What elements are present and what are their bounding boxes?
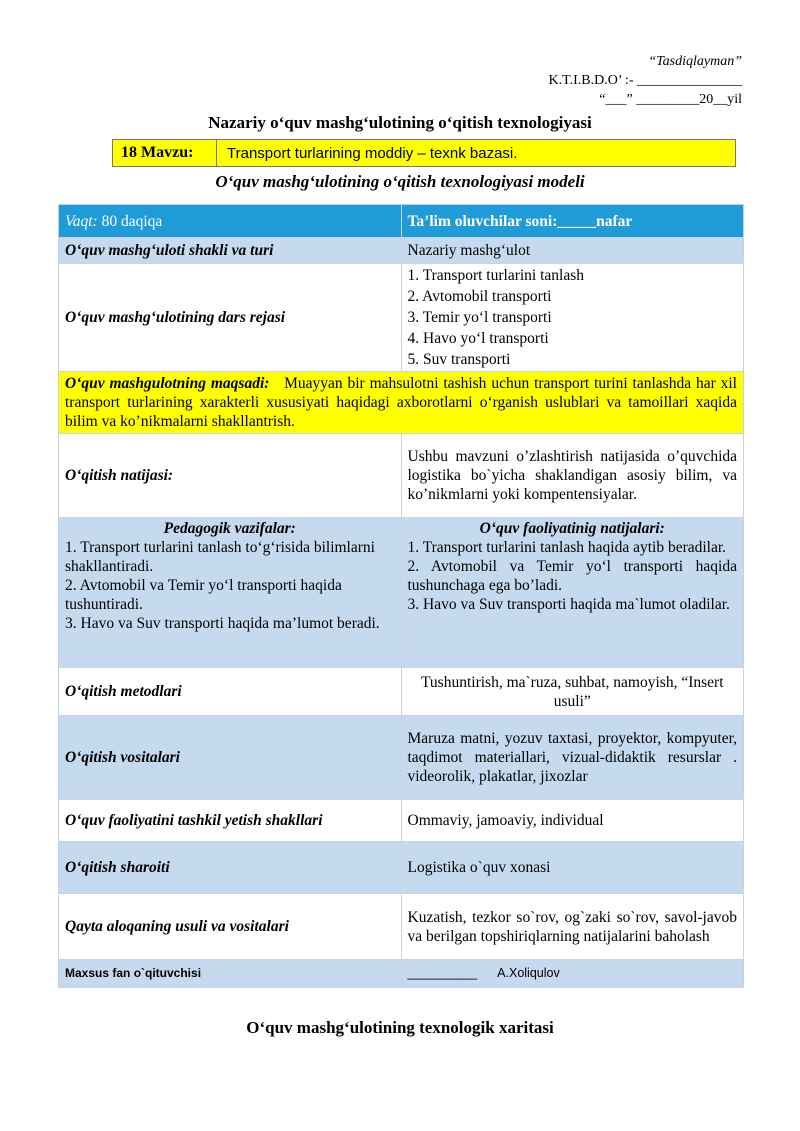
time-value: 80 daqiqa <box>97 212 163 230</box>
plan-item: 4. Havo yo‘l transporti <box>407 330 549 347</box>
table-row <box>59 238 744 264</box>
result-label: O‘qitish natijasi: <box>59 434 402 518</box>
activity-item: 1. Transport turlarini tanlash haqida aytib beradilar. <box>407 539 727 556</box>
goal-text: Muayyan bir mahsulotni tashish uchun transport turini tanlashda har xil transport turlarining xarakterli xususiyati haqidagi axborotlarni o‘rganish uslublari va tamoillari xaqida bilim va ko’nikmalarni shakllantrish. <box>65 375 737 430</box>
tools-value: Maruza matni, yozuv taxtasi, proyektor, kompyuter, taqdimot materiallari, vizual-didaktik resurslar . videorolik, plakatlar, jixozlar <box>401 716 744 800</box>
approval-title: “Tasdiqlayman” <box>648 54 742 69</box>
feedback-value: Kuzatish, tezkor so`rov, og`zaki so`rov, savol-javob va berilgan topshiriqlarning natijalarini baholash <box>401 894 744 960</box>
conditions-value: Logistika o`quv xonasi <box>401 842 744 894</box>
students-count: Ta’lim oluvchilar soni:_____nafar <box>401 205 744 238</box>
activity-cell <box>401 518 744 668</box>
activity-item: 2. Avtomobil va Temir yo‘l transporti haqida tushunchaga ega bo’ladi. <box>407 558 737 594</box>
table-header-row <box>59 205 744 238</box>
goal-label: O‘quv mashgulotning maqsadi: <box>65 375 270 392</box>
teacher-label: Maxsus fan o`qituvchisi <box>59 960 402 988</box>
table-row <box>59 668 744 716</box>
table-row <box>59 434 744 518</box>
methods-value: Tushuntirish, ma`ruza, suhbat, namoyish, “Insert usuli” <box>401 668 744 716</box>
plan-item: 1. Transport turlarini tanlash <box>407 267 585 284</box>
activity-title: O‘quv faoliyatinig natijalari: <box>479 520 665 537</box>
approval-date-line: “___” _________20__yil <box>599 92 742 107</box>
topic-box <box>112 139 736 167</box>
table-row <box>59 716 744 800</box>
plan-item: 3. Temir yo‘l transporti <box>407 309 552 326</box>
pedagogical-item: 1. Transport turlarini tanlash to‘g‘risida bilimlarni shakllantiradi. <box>65 539 375 575</box>
table-row <box>59 960 744 988</box>
plan-item: 2. Avtomobil transporti <box>407 288 552 305</box>
tech-map-title: O‘quv mashg‘ulotining texnologik xaritasi <box>246 1018 554 1037</box>
approval-org-line: K.T.I.B.D.O’ :- _______________ <box>548 73 742 88</box>
activity-item: 3. Havo va Suv transporti haqida ma`lumot oladilar. <box>407 596 730 613</box>
main-title: Nazariy o‘quv mashg‘ulotining o‘qitish texnologiyasi <box>208 113 592 132</box>
lesson-model-table <box>58 204 744 988</box>
pedagogical-item: 3. Havo va Suv transporti haqida ma’lumot beradi. <box>65 615 380 632</box>
forms-value: Ommaviy, jamoaviy, individual <box>401 800 744 842</box>
time-label: Vaqt: <box>65 212 98 230</box>
table-row <box>59 894 744 960</box>
model-subtitle: O‘quv mashg‘ulotining o‘qitish texnologiyasi modeli <box>215 172 585 191</box>
forms-label: O‘quv faoliyatini tashkil yetish shakllari <box>59 800 402 842</box>
pedagogical-item: 2. Avtomobil va Temir yo‘l transporti haqida tushuntiradi. <box>65 577 342 613</box>
pedagogical-cell <box>59 518 402 668</box>
feedback-label: Qayta aloqaning usuli va vositalari <box>59 894 402 960</box>
conditions-label: O‘qitish sharoiti <box>59 842 402 894</box>
methods-label: O‘qitish metodlari <box>59 668 402 716</box>
result-value: Ushbu mavzuni o’zlashtirish natijasida o’quvchida logistika bo`yicha shaklandigan asosiy bilim, va ko’nikmlarni yoki kompentensiyalar. <box>401 434 744 518</box>
time-cell <box>59 205 402 238</box>
form-label: O‘quv mashg‘uloti shakli va turi <box>59 238 402 264</box>
tools-label: O‘qitish vositalari <box>59 716 402 800</box>
plan-list <box>401 264 744 372</box>
form-value: Nazariy mashg‘ulot <box>401 238 744 264</box>
topic-value: Transport turlarining moddiy – texnk bazasi. <box>227 144 518 162</box>
table-row <box>59 264 744 372</box>
plan-item: 5. Suv transporti <box>407 351 511 368</box>
table-row <box>59 372 744 434</box>
teacher-value: __________ A.Xoliqulov <box>401 960 744 988</box>
pedagogical-title: Pedagogik vazifalar: <box>163 520 296 537</box>
topic-label: 18 Mavzu: <box>113 140 217 166</box>
approval-block <box>548 52 742 109</box>
table-row <box>59 518 744 668</box>
plan-label: O‘quv mashg‘ulotining dars rejasi <box>59 264 402 372</box>
table-row <box>59 800 744 842</box>
goal-cell <box>59 372 744 434</box>
table-row <box>59 842 744 894</box>
